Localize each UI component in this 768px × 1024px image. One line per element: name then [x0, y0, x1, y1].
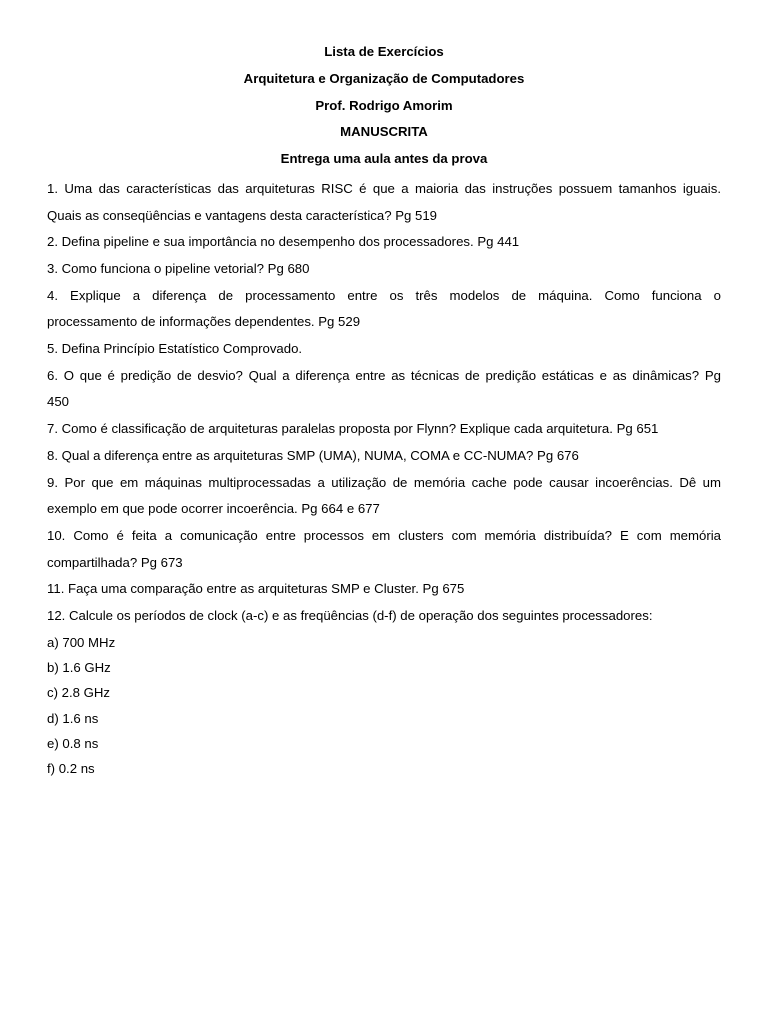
question-10-line-1: 10. Como é feita a comunicação entre processos em clusters com memória distribuída? E com memória	[47, 527, 721, 543]
document-title: Lista de Exercícios	[324, 44, 444, 59]
due-note: Entrega uma aula antes da prova	[280, 151, 488, 167]
question-6-line-1: 6. O que é predição de desvio? Qual a diferença entre as técnicas de predição estáticas e as dinâmicas? Pg	[47, 367, 721, 383]
question-1	[47, 176, 721, 229]
option-f: f) 0.2 ns	[47, 761, 95, 777]
question-8: 8. Qual a diferença entre as arquiteturas SMP (UMA), NUMA, COMA e CC-NUMA? Pg 676	[47, 447, 579, 463]
format-note: MANUSCRITA	[340, 124, 428, 140]
question-3: 3. Como funciona o pipeline vetorial? Pg 680	[47, 261, 310, 277]
question-4-line-2: processamento de informações dependentes. Pg 529	[47, 314, 361, 330]
question-4-line-1: 4. Explique a diferença de processamento entre os três modelos de máquina. Como funciona o	[47, 287, 721, 303]
question-9-line-2: exemplo em que pode ocorrer incoerência. Pg 664 e 677	[47, 501, 380, 517]
question-10	[47, 523, 721, 576]
question-11: 11. Faça uma comparação entre as arquiteturas SMP e Cluster. Pg 675	[47, 581, 465, 597]
question-6	[47, 363, 721, 416]
question-1-line-2: Quais as conseqüências e vantagens desta característica? Pg 519	[47, 207, 438, 223]
professor-name: Prof. Rodrigo Amorim	[315, 97, 453, 113]
question-4	[47, 283, 721, 336]
option-c: c) 2.8 GHz	[47, 685, 111, 701]
option-a: a) 700 MHz	[47, 634, 116, 650]
question-5: 5. Defina Princípio Estatístico Comprovado.	[47, 341, 303, 357]
question-10-line-2: compartilhada? Pg 673	[47, 554, 183, 570]
question-7: 7. Como é classificação de arquiteturas paralelas proposta por Flynn? Explique cada arquitetura. Pg 651	[47, 421, 659, 437]
question-12: 12. Calcule os períodos de clock (a-c) e as freqüências (d-f) de operação dos seguintes processadores:	[47, 607, 653, 623]
option-b: b) 1.6 GHz	[47, 659, 111, 675]
option-d: d) 1.6 ns	[47, 710, 99, 726]
course-name: Arquitetura e Organização de Computadores	[243, 70, 525, 86]
question-2: 2. Defina pipeline e sua importância no desempenho dos processadores. Pg 441	[47, 234, 520, 250]
question-9	[47, 470, 721, 523]
question-1-line-1: 1. Uma das características das arquiteturas RISC é que a maioria das instruções possuem tamanhos iguais.	[47, 180, 721, 196]
document-page	[47, 42, 721, 781]
question-6-line-2: 450	[47, 394, 70, 410]
option-e: e) 0.8 ns	[47, 735, 99, 751]
question-9-line-1: 9. Por que em máquinas multiprocessadas a utilização de memória cache pode causar incoerências. Dê um	[47, 474, 721, 490]
